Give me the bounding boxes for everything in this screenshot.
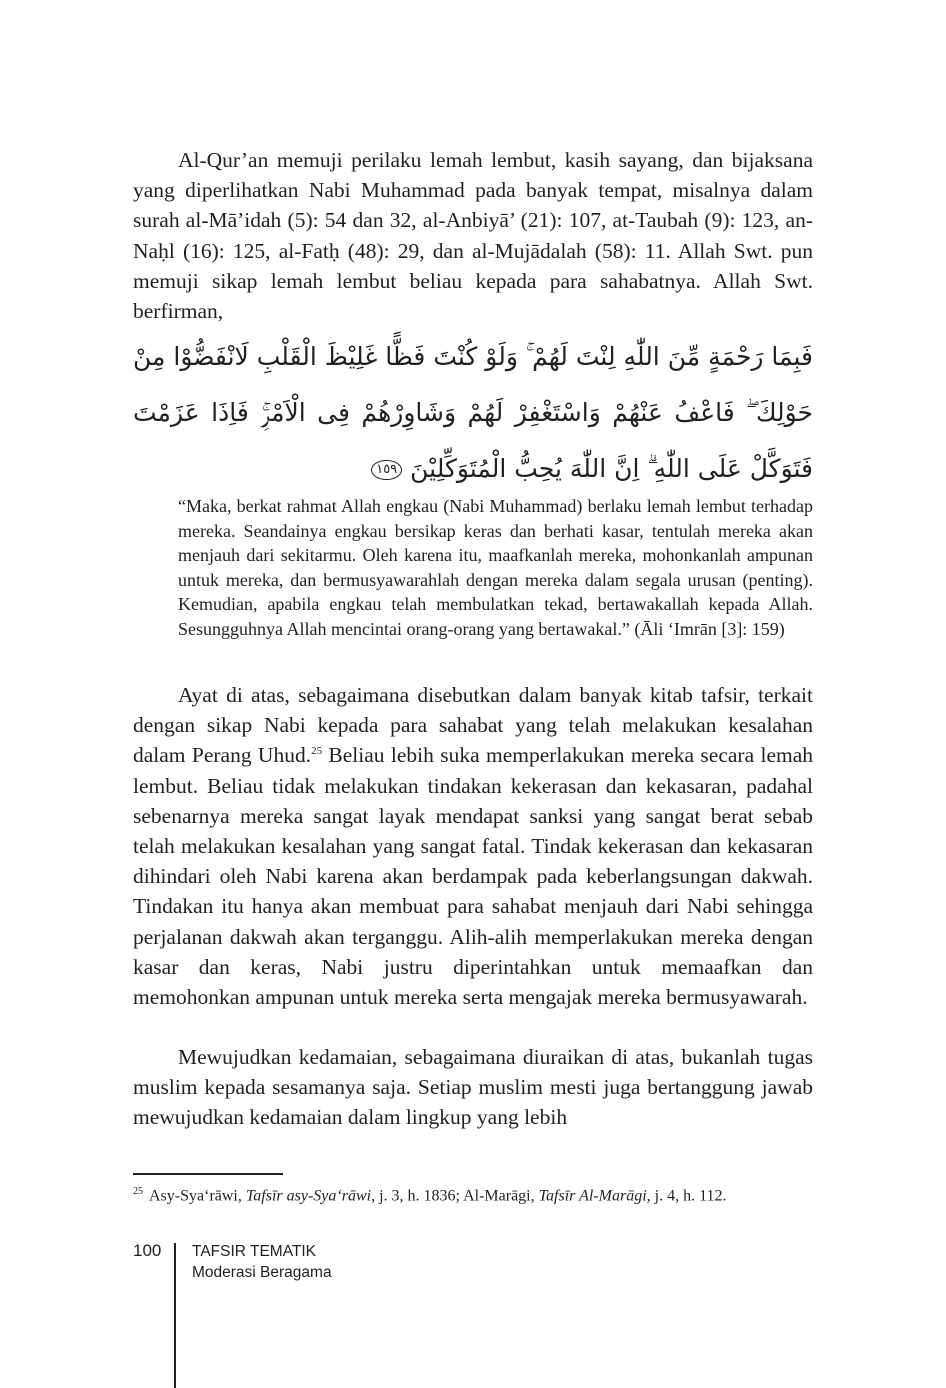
page-number: 100 [133, 1241, 162, 1260]
footnote-ref1: j. 3, h. 1836; Al-Marāgi, [375, 1187, 539, 1205]
ayah-number-marker: ١٥٩ [371, 460, 402, 480]
paragraph-peace: Mewujudkan kedamaian, sebagaimana diuraikan di atas, bukanlah tugas muslim kepada sesamanya saja. Setiap muslim mesti juga bertanggung jawab mewujudkan kedamaian dalam lingkup yang lebih [133, 1045, 813, 1130]
running-footer [192, 1241, 332, 1283]
footnote-divider [133, 1173, 283, 1175]
footnote [133, 1181, 813, 1207]
footnote-number: 25 [133, 1186, 143, 1197]
book-title: TAFSIR TEMATIK [192, 1243, 317, 1260]
book-subtitle: Moderasi Beragama [192, 1264, 332, 1281]
paragraph-commentary-part1: Ayat di atas, sebagaimana disebutkan dalam banyak kitab tafsir, terkait dengan sikap Nabi kepada para sahabat yang telah melakukan kesalahan dalam Perang Uhud. [133, 683, 813, 768]
footnote-title2: Tafsīr Al-Marāgi, [538, 1187, 651, 1205]
footnote-title1: Tafsīr asy-Sya‘rāwi, [245, 1187, 376, 1205]
paragraph-commentary-part2: Beliau lebih suka memperlakukan mereka secara lemah lembut. Beliau tidak melakukan tindakan kekerasan dan kekasaran, padahal sebenarnya mereka sangat layak mendapat sanksi yang sangat berat sebab telah melakukan kesalahan yang sangat fatal. Tindak kekerasan dan kekasaran dihindari oleh Nabi karena akan berdampak pada keberlangsungan dakwah. Tindakan itu hanya akan membuat para sahabat menjauh dari Nabi sehingga perjalanan dakwah akan terganggu. Alih-alih memperlakukan mereka dengan kasar dan keras, Nabi justru diperintahkan untuk memaafkan dan memohonkan ampunan untuk mereka serta mengajak mereka bermusyawarah. [133, 743, 813, 1010]
footer-divider [174, 1243, 176, 1388]
verse-translation: “Maka, berkat rahmat Allah engkau (Nabi Muhammad) berlaku lemah lembut terhadap mereka. Seandainya engkau bersikap keras dan berhati kasar, tentulah mereka akan menjauh dari sekitarmu. Oleh karena itu, maafkanlah mereka, mohonkanlah ampunan untuk mereka, dan bermusyawarahlah dengan mereka dalam segala urusan (penting). Kemudian, apabila engkau telah membulatkan tekad, bertawakallah kepada Allah. Sesungguhnya Allah mencintai orang-orang yang bertawakal.” (Āli ‘Imrān [3]: 159) [178, 496, 813, 639]
arabic-verse [133, 329, 813, 497]
paragraph-intro: Al-Qur’an memuji perilaku lemah lembut, kasih sayang, dan bijaksana yang diperlihatkan Nabi Muhammad pada banyak tempat, misalnya dalam surah al-Mā’idah (5): 54 dan 32, al-Anbiyā’ (21): 107, at-Taubah (9): 123, an-Naḥl (16): 125, al-Fatḥ (48): 29, dan al-Mujādalah (58): 11. Allah Swt. pun memuji sikap lemah lembut beliau kepada para sahabatnya. Allah Swt. berfirman, [133, 148, 813, 324]
arabic-verse-text: فَبِمَا رَحْمَةٍ مِّنَ اللّٰهِ لِنْتَ لَهُمْ ۚ وَلَوْ كُنْتَ فَظًّا غَلِيْظَ الْقَلْبِ لَانْفَضُّوْا مِنْ حَوْلِكَ ۖ فَاعْفُ عَنْهُمْ وَاسْتَغْفِرْ لَهُمْ وَشَاوِرْهُمْ فِى الْاَمْرِۚ فَاِذَا عَزَمْتَ فَتَوَكَّلْ عَلَى اللّٰهِ ۗ اِنَّ اللّٰهَ يُحِبُّ الْمُتَوَكِّلِيْنَ [133, 342, 813, 483]
footnote-author1: Asy-Sya‘rāwi, [149, 1187, 246, 1205]
footnote-reference[interactable]: 25 [311, 745, 323, 758]
footnote-ref2: j. 4, h. 112. [650, 1187, 727, 1205]
paragraph-commentary [133, 680, 813, 1012]
